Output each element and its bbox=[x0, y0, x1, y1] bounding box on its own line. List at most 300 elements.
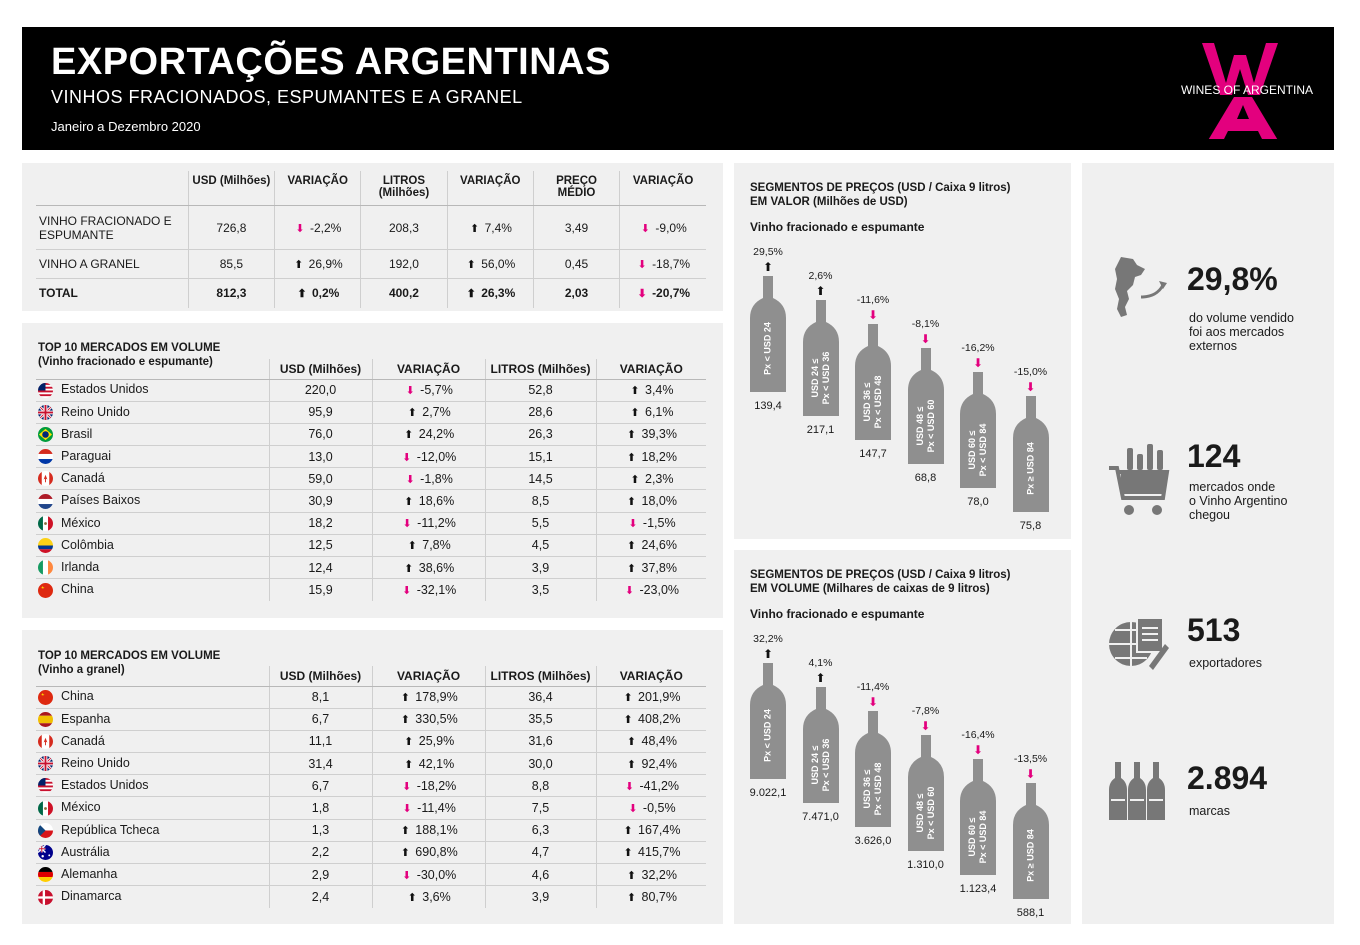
market-country-name: Canadá bbox=[61, 733, 105, 748]
header bbox=[22, 27, 1334, 150]
market-var-usd bbox=[372, 446, 485, 468]
segment-value: 3.626,0 bbox=[854, 835, 892, 847]
summary-row-label: VINHO FRACIONADO E ESPUMANTE bbox=[36, 206, 188, 250]
arrow-up-icon: ⬆ bbox=[466, 288, 476, 301]
seg-value-title-line2: EM VALOR (Milhões de USD) bbox=[750, 196, 908, 208]
summary-var-preco bbox=[620, 279, 706, 308]
market-row bbox=[36, 775, 706, 797]
market-row bbox=[36, 579, 706, 601]
market-var-usd-text: 330,5% bbox=[415, 712, 458, 727]
market-country-name: Estados Unidos bbox=[61, 382, 149, 397]
seg-volume-title-line1: SEGMENTOS DE PREÇOS (USD / Caixa 9 litros) bbox=[750, 569, 1011, 581]
arrow-up-icon: ⬆ bbox=[630, 473, 640, 486]
market-usd: 95,9 bbox=[269, 401, 372, 423]
arrow-up-icon: ⬆ bbox=[400, 714, 410, 727]
summary-var-usd-text: 0,2% bbox=[312, 286, 340, 301]
market-var-litros bbox=[596, 490, 706, 512]
arrow-up-icon: ⬆ bbox=[623, 825, 633, 838]
arrow-up-icon: ⬆ bbox=[294, 259, 304, 271]
arrow-down-icon: ⬇ bbox=[972, 743, 984, 757]
market-var-litros-text: 48,4% bbox=[641, 734, 677, 749]
summary-var-usd bbox=[275, 250, 361, 279]
top-granel-title-line1: TOP 10 MERCADOS EM VOLUME bbox=[38, 650, 221, 662]
arrow-up-icon: ⬆ bbox=[623, 692, 633, 705]
flag-cz-icon bbox=[38, 823, 53, 838]
summary-var-litros-text: 56,0% bbox=[481, 257, 516, 271]
market-country-name: Países Baixos bbox=[61, 493, 141, 508]
summary-header-var3: VARIAÇÃO bbox=[620, 171, 706, 206]
arrow-down-icon: ⬇ bbox=[402, 803, 412, 816]
market-row bbox=[36, 534, 706, 556]
market-usd: 30,9 bbox=[269, 490, 372, 512]
segment-variation: 32,2% bbox=[753, 633, 783, 645]
seg-value-title-line1: SEGMENTOS DE PREÇOS (USD / Caixa 9 litros) bbox=[750, 182, 1011, 194]
segment-price-range-line: Px < USD 24 bbox=[762, 709, 773, 762]
market-var-litros bbox=[596, 401, 706, 423]
market-var-usd-text: -11,4% bbox=[417, 801, 456, 816]
market-litros: 26,3 bbox=[485, 423, 596, 445]
arrow-up-icon: ⬆ bbox=[466, 259, 476, 271]
logo-text: WINES OF ARGENTINA bbox=[1180, 83, 1313, 97]
segment-price-range-line: USD 24 ≤ bbox=[809, 358, 820, 398]
top-granel-header-litros: LITROS (Milhões) bbox=[485, 666, 596, 686]
arrow-up-icon: ⬆ bbox=[404, 562, 414, 575]
market-country bbox=[36, 490, 269, 512]
arrow-up-icon: ⬆ bbox=[407, 407, 417, 420]
flag-mx-icon bbox=[38, 516, 53, 531]
stat-markets bbox=[1082, 440, 1334, 540]
arrow-up-icon: ⬆ bbox=[762, 260, 774, 274]
market-usd: 12,4 bbox=[269, 557, 372, 579]
arrow-up-icon: ⬆ bbox=[407, 892, 417, 905]
market-var-litros bbox=[596, 686, 706, 708]
market-country-name: Estados Unidos bbox=[61, 778, 149, 793]
market-var-litros bbox=[596, 379, 706, 401]
flag-uk-icon bbox=[38, 756, 53, 771]
summary-header-preco: PREÇO MÉDIO bbox=[533, 171, 619, 206]
market-country-name: Reino Unido bbox=[61, 756, 130, 771]
flag-us-icon bbox=[38, 778, 53, 793]
segment-variation: -16,4% bbox=[961, 729, 995, 741]
summary-var-litros bbox=[447, 206, 533, 250]
market-var-litros-text: 6,1% bbox=[645, 405, 674, 420]
market-usd: 8,1 bbox=[269, 686, 372, 708]
arrow-down-icon: ⬇ bbox=[920, 332, 931, 346]
top-granel-table bbox=[36, 666, 706, 908]
arrow-down-icon: ⬇ bbox=[867, 308, 879, 322]
market-litros: 7,5 bbox=[485, 797, 596, 819]
flag-es-icon bbox=[38, 712, 53, 727]
market-country bbox=[36, 579, 269, 601]
segment-price-range bbox=[967, 797, 989, 877]
summary-usd: 85,5 bbox=[188, 250, 274, 279]
market-var-usd-text: -32,1% bbox=[416, 583, 457, 598]
stat-brands-value: 2.894 bbox=[1187, 760, 1268, 796]
flag-ie-icon bbox=[38, 560, 53, 575]
market-var-litros bbox=[596, 579, 706, 601]
market-var-usd-text: -30,0% bbox=[416, 867, 457, 882]
market-var-usd-text: 42,1% bbox=[418, 756, 455, 771]
market-row bbox=[36, 797, 706, 819]
arrow-up-icon: ⬆ bbox=[626, 758, 637, 771]
segment-price-range-line: Px < USD 60 bbox=[925, 786, 936, 840]
segment-price-range bbox=[1025, 816, 1036, 896]
arrow-down-icon: ⬇ bbox=[1025, 767, 1036, 781]
market-litros: 5,5 bbox=[485, 512, 596, 534]
market-row bbox=[36, 841, 706, 863]
market-var-litros bbox=[596, 730, 706, 752]
market-country-name: Irlanda bbox=[61, 559, 100, 574]
market-usd: 59,0 bbox=[269, 468, 372, 490]
flag-co-icon bbox=[38, 538, 53, 553]
stat-brands-desc-line: marcas bbox=[1189, 804, 1230, 818]
arrow-up-icon: ⬆ bbox=[626, 451, 637, 464]
segment-price-range bbox=[810, 338, 832, 418]
arrow-down-icon: ⬇ bbox=[405, 473, 415, 486]
market-country-name: Brasil bbox=[61, 426, 93, 441]
market-row bbox=[36, 708, 706, 730]
market-country-name: China bbox=[61, 582, 94, 597]
segment-value: 1.123,4 bbox=[959, 883, 997, 895]
summary-row-label: TOTAL bbox=[39, 286, 78, 301]
seg-volume-title bbox=[750, 568, 1011, 596]
market-country-name: Austrália bbox=[61, 844, 110, 859]
market-usd: 220,0 bbox=[269, 379, 372, 401]
market-country-name: Paraguai bbox=[61, 449, 112, 464]
market-var-litros bbox=[596, 557, 706, 579]
summary-litros: 192,0 bbox=[361, 250, 447, 279]
page-subtitle: VINHOS FRACIONADOS, ESPUMANTES E A GRANEL bbox=[51, 87, 523, 107]
segment-variation: -16,2% bbox=[961, 342, 995, 354]
market-var-litros-text: -0,5% bbox=[642, 801, 676, 816]
segment-price-range-line: Px < USD 36 bbox=[820, 738, 831, 792]
summary-var-usd-text: -2,2% bbox=[310, 220, 342, 235]
market-litros: 8,8 bbox=[485, 775, 596, 797]
bottles-icon bbox=[1107, 760, 1167, 822]
arrow-down-icon: ⬇ bbox=[867, 695, 879, 709]
market-country bbox=[36, 753, 269, 775]
top-markets-granel-panel bbox=[22, 630, 723, 924]
market-row bbox=[36, 468, 706, 490]
top-granel-title-line2: (Vinho a granel) bbox=[38, 664, 125, 676]
arrow-down-icon: ⬇ bbox=[628, 803, 638, 816]
market-litros: 35,5 bbox=[485, 708, 596, 730]
segment-value: 68,8 bbox=[914, 472, 937, 484]
segment-price-range-line: USD 60 ≤ bbox=[967, 817, 977, 857]
segment-price-range-line: Px ≥ USD 84 bbox=[1025, 442, 1035, 495]
argentina-map-icon bbox=[1107, 255, 1169, 319]
market-row bbox=[36, 401, 706, 423]
seg-value-subtitle: Vinho fracionado e espumante bbox=[750, 220, 925, 234]
summary-header-litros: LITROS (Milhões) bbox=[361, 171, 447, 206]
market-litros: 36,4 bbox=[485, 686, 596, 708]
market-var-usd bbox=[372, 841, 485, 863]
arrow-up-icon: ⬆ bbox=[630, 385, 640, 398]
summary-var-preco bbox=[620, 250, 706, 279]
arrow-down-icon: ⬇ bbox=[624, 780, 635, 793]
market-usd: 15,9 bbox=[269, 579, 372, 601]
segment-price-range bbox=[763, 309, 774, 389]
market-var-litros bbox=[596, 841, 706, 863]
market-usd: 2,4 bbox=[269, 886, 372, 908]
market-var-litros-text: 18,2% bbox=[641, 449, 677, 464]
market-var-litros-text: 39,3% bbox=[641, 427, 677, 442]
stat-markets-desc-line: o Vinho Argentino bbox=[1189, 494, 1288, 508]
arrow-down-icon: ⬇ bbox=[402, 869, 412, 882]
market-var-usd-text: 2,7% bbox=[422, 405, 451, 420]
market-row bbox=[36, 490, 706, 512]
market-var-litros-text: 92,4% bbox=[641, 756, 677, 771]
market-litros: 4,5 bbox=[485, 534, 596, 556]
market-row bbox=[36, 753, 706, 775]
market-usd: 12,5 bbox=[269, 534, 372, 556]
market-usd: 1,3 bbox=[269, 819, 372, 841]
segment-price-range-line: Px < USD 36 bbox=[820, 351, 831, 405]
summary-preco: 3,49 bbox=[533, 206, 619, 250]
market-var-litros-text: 32,2% bbox=[641, 867, 677, 882]
seg-volume-title-line2: EM VOLUME (Milhares de caixas de 9 litros) bbox=[750, 583, 990, 595]
arrow-down-icon: ⬇ bbox=[402, 585, 412, 598]
market-var-usd-text: 690,8% bbox=[415, 845, 458, 860]
market-usd: 11,1 bbox=[269, 730, 372, 752]
arrow-down-icon: ⬇ bbox=[402, 451, 412, 464]
market-var-usd bbox=[372, 579, 485, 601]
market-var-usd bbox=[372, 775, 485, 797]
segment-value: 588,1 bbox=[1016, 907, 1045, 919]
arrow-down-icon: ⬇ bbox=[920, 719, 931, 733]
top-frac-header-var2: VARIAÇÃO bbox=[596, 359, 706, 379]
summary-var-litros-text: 7,4% bbox=[484, 220, 512, 235]
market-var-litros bbox=[596, 864, 706, 886]
segment-variation: -13,5% bbox=[1013, 753, 1048, 765]
segment-value: 139,4 bbox=[754, 400, 782, 412]
arrow-down-icon: ⬇ bbox=[628, 518, 638, 531]
market-var-litros bbox=[596, 886, 706, 908]
arrow-down-icon: ⬇ bbox=[637, 259, 647, 271]
market-var-litros bbox=[596, 797, 706, 819]
market-country bbox=[36, 379, 269, 401]
market-usd: 1,8 bbox=[269, 797, 372, 819]
arrow-up-icon: ⬆ bbox=[623, 847, 633, 860]
flag-cn-icon bbox=[38, 690, 53, 705]
summary-usd: 812,3 bbox=[188, 279, 274, 308]
market-var-litros bbox=[596, 534, 706, 556]
market-row bbox=[36, 819, 706, 841]
market-var-litros bbox=[596, 819, 706, 841]
segment-price-range bbox=[967, 410, 989, 490]
stat-exporters-desc bbox=[1189, 656, 1262, 670]
market-var-usd-text: 188,1% bbox=[415, 823, 458, 838]
market-var-usd-text: -12,0% bbox=[416, 449, 457, 464]
arrow-up-icon: ⬆ bbox=[404, 758, 414, 771]
segment-price-range-line: USD 48 ≤ bbox=[914, 406, 925, 446]
flag-de-icon bbox=[38, 867, 53, 882]
market-var-usd bbox=[372, 886, 485, 908]
arrow-up-icon: ⬆ bbox=[404, 429, 414, 442]
arrow-up-icon: ⬆ bbox=[815, 284, 826, 298]
market-var-usd bbox=[372, 686, 485, 708]
arrow-up-icon: ⬆ bbox=[626, 736, 637, 749]
summary-litros: 400,2 bbox=[361, 279, 447, 308]
arrow-up-icon: ⬆ bbox=[626, 869, 637, 882]
top-frac-title-line1: TOP 10 MERCADOS EM VOLUME bbox=[38, 342, 221, 354]
segment-variation: -11,4% bbox=[856, 681, 890, 693]
arrow-up-icon: ⬆ bbox=[407, 540, 417, 553]
seg-value-title bbox=[750, 181, 1011, 209]
market-var-litros bbox=[596, 708, 706, 730]
top-markets-fracionado-panel bbox=[22, 323, 723, 618]
flag-au-icon bbox=[38, 845, 53, 860]
market-litros: 8,5 bbox=[485, 490, 596, 512]
stat-brands bbox=[1082, 760, 1334, 830]
arrow-up-icon: ⬆ bbox=[626, 892, 637, 905]
market-usd: 18,2 bbox=[269, 512, 372, 534]
summary-var-litros bbox=[447, 250, 533, 279]
segment-price-range-line: Px < USD 48 bbox=[873, 375, 883, 429]
segments-volume-panel bbox=[734, 550, 1071, 924]
top-frac-title-line2: (Vinho fracionado e espumante) bbox=[38, 356, 213, 368]
summary-preco: 0,45 bbox=[533, 250, 619, 279]
segment-price-range bbox=[1025, 429, 1036, 509]
stat-markets-desc-line: mercados onde bbox=[1189, 480, 1276, 494]
market-country bbox=[36, 512, 269, 534]
market-var-usd-text: -5,7% bbox=[420, 383, 453, 398]
market-var-usd bbox=[372, 819, 485, 841]
market-var-usd bbox=[372, 797, 485, 819]
market-var-litros-text: -1,5% bbox=[642, 516, 676, 531]
market-country-name: México bbox=[61, 515, 101, 530]
arrow-up-icon: ⬆ bbox=[626, 429, 637, 442]
market-country bbox=[36, 819, 269, 841]
top-frac-header-usd: USD (Milhões) bbox=[269, 359, 372, 379]
flag-br-icon bbox=[38, 427, 53, 442]
segment-price-range bbox=[862, 362, 884, 442]
stat-exporters-desc-line: exportadores bbox=[1189, 656, 1262, 670]
market-var-litros-text: 18,0% bbox=[641, 494, 677, 509]
segment-value: 217,1 bbox=[806, 424, 835, 436]
market-var-usd bbox=[372, 423, 485, 445]
top-granel-header-var2: VARIAÇÃO bbox=[596, 666, 706, 686]
arrow-up-icon: ⬆ bbox=[626, 540, 637, 553]
segment-price-range-line: USD 60 ≤ bbox=[967, 430, 977, 470]
summary-header-var1: VARIAÇÃO bbox=[275, 171, 361, 206]
market-var-usd bbox=[372, 864, 485, 886]
arrow-up-icon: ⬆ bbox=[623, 714, 633, 727]
market-var-litros bbox=[596, 512, 706, 534]
market-var-litros-text: 80,7% bbox=[641, 890, 677, 905]
top-frac-header-litros: LITROS (Milhões) bbox=[485, 359, 596, 379]
summary-row-label: VINHO A GRANEL bbox=[36, 250, 188, 279]
segment-value: 9.022,1 bbox=[749, 787, 787, 799]
market-var-usd-text: 25,9% bbox=[418, 734, 455, 749]
segment-variation: -11,6% bbox=[856, 294, 890, 306]
market-var-litros-text: 167,4% bbox=[638, 823, 681, 838]
summary-row bbox=[36, 206, 706, 250]
market-var-usd bbox=[372, 753, 485, 775]
market-country bbox=[36, 557, 269, 579]
market-litros: 4,6 bbox=[485, 864, 596, 886]
segment-variation: -7,8% bbox=[911, 705, 940, 717]
summary-var-preco bbox=[620, 206, 706, 250]
stat-volume-share-desc-line: externos bbox=[1189, 339, 1237, 353]
arrow-down-icon: ⬇ bbox=[1025, 380, 1036, 394]
market-row bbox=[36, 446, 706, 468]
shopping-cart-icon bbox=[1107, 440, 1171, 520]
market-country bbox=[36, 886, 269, 908]
market-var-usd-text: 38,6% bbox=[418, 560, 455, 575]
market-usd: 6,7 bbox=[269, 775, 372, 797]
flag-cn-icon bbox=[38, 583, 53, 598]
market-var-usd bbox=[372, 708, 485, 730]
market-country bbox=[36, 730, 269, 752]
flag-nl-icon bbox=[38, 494, 53, 509]
market-var-usd-text: -18,2% bbox=[416, 778, 457, 793]
market-country-name: Reino Unido bbox=[61, 404, 130, 419]
market-var-usd-text: 3,6% bbox=[422, 890, 451, 905]
stat-volume-share bbox=[1082, 255, 1334, 365]
market-country bbox=[36, 841, 269, 863]
segment-price-range-line: USD 48 ≤ bbox=[914, 793, 925, 833]
seg-volume-subtitle: Vinho fracionado e espumante bbox=[750, 607, 925, 621]
summary-preco: 2,03 bbox=[533, 279, 619, 308]
market-country-name: Canadá bbox=[61, 471, 105, 486]
arrow-down-icon: ⬇ bbox=[624, 585, 635, 598]
arrow-up-icon: ⬆ bbox=[626, 562, 637, 575]
stat-markets-value: 124 bbox=[1187, 438, 1241, 474]
market-var-litros-text: -23,0% bbox=[639, 583, 680, 598]
market-country bbox=[36, 686, 269, 708]
market-country bbox=[36, 468, 269, 490]
market-var-litros bbox=[596, 775, 706, 797]
arrow-down-icon: ⬇ bbox=[402, 780, 412, 793]
stat-volume-share-desc-line: foi aos mercados bbox=[1189, 325, 1285, 339]
arrow-up-icon: ⬆ bbox=[404, 496, 414, 509]
arrow-up-icon: ⬆ bbox=[404, 736, 414, 749]
market-var-litros bbox=[596, 468, 706, 490]
market-var-litros bbox=[596, 446, 706, 468]
market-var-usd-text: -11,2% bbox=[417, 516, 456, 531]
market-var-usd bbox=[372, 490, 485, 512]
segment-value: 7.471,0 bbox=[802, 811, 839, 823]
segment-price-range-line: USD 24 ≤ bbox=[809, 745, 820, 785]
segment-variation: 29,5% bbox=[753, 246, 783, 258]
market-row bbox=[36, 512, 706, 534]
segment-price-range bbox=[915, 386, 937, 466]
stat-volume-share-value: 29,8% bbox=[1187, 261, 1278, 297]
arrow-down-icon: ⬇ bbox=[402, 518, 412, 531]
market-row bbox=[36, 730, 706, 752]
market-litros: 3,9 bbox=[485, 886, 596, 908]
summary-header-usd: USD (Milhões) bbox=[188, 171, 274, 206]
market-row bbox=[36, 557, 706, 579]
market-country-name: Espanha bbox=[61, 711, 111, 726]
stat-exporters bbox=[1082, 612, 1334, 682]
market-row bbox=[36, 686, 706, 708]
top-granel-header-var1: VARIAÇÃO bbox=[372, 666, 485, 686]
market-country-name: México bbox=[61, 800, 101, 815]
market-var-usd-text: 18,6% bbox=[418, 494, 455, 509]
market-litros: 4,7 bbox=[485, 841, 596, 863]
arrow-up-icon: ⬆ bbox=[297, 288, 307, 301]
market-litros: 15,1 bbox=[485, 446, 596, 468]
summary-panel bbox=[22, 163, 723, 311]
market-row bbox=[36, 886, 706, 908]
segment-price-range bbox=[862, 749, 884, 829]
market-var-litros-text: -41,2% bbox=[639, 778, 680, 793]
market-var-litros-text: 201,9% bbox=[638, 690, 681, 705]
market-country bbox=[36, 401, 269, 423]
market-country bbox=[36, 423, 269, 445]
